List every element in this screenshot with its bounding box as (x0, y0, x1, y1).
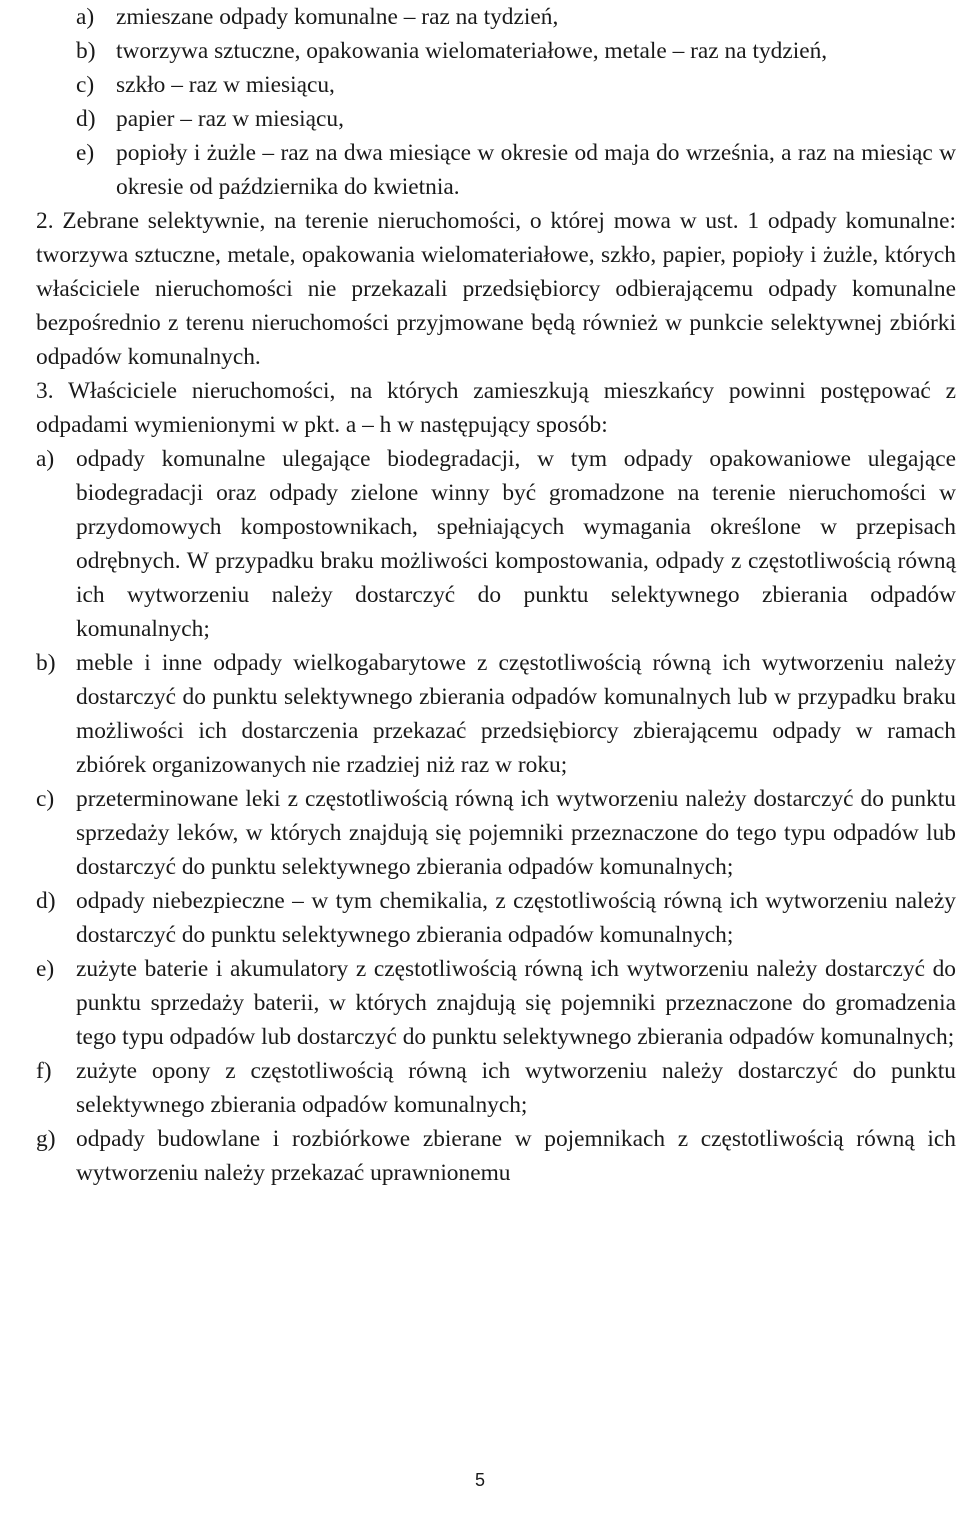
list-item (36, 884, 956, 952)
section-2-paragraph (36, 204, 956, 374)
list-item (76, 0, 956, 34)
list-marker: a) (76, 4, 95, 30)
list-item (76, 34, 956, 68)
collection-frequency-list (36, 0, 956, 204)
list-item-text: przeterminowane leki z częstotliwością równą ich wytworzeniu należy dostarczyć do punktu sprzedaży leków, w których znajdują się pojemniki przeznaczone do tego typu odpadów lub dostarczyć do punktu selektywnego zbierania odpadów komunalnych; (76, 786, 956, 880)
list-item-text: popioły i żużle – raz na dwa miesiące w okresie od maja do września, a raz na miesiąc w okresie od października do kwietnia. (116, 140, 956, 200)
list-item-text: odpady budowlane i rozbiórkowe zbierane w pojemnikach z częstotliwością równą ich wytworzeniu należy przekazać uprawnionemu (76, 1126, 956, 1186)
list-marker: c) (76, 72, 95, 98)
list-item (76, 68, 956, 102)
list-item-text: odpady niebezpieczne – w tym chemikalia, z częstotliwością równą ich wytworzeniu należy dostarczyć do punktu selektywnego zbierania odpadów komunalnych; (76, 888, 956, 948)
list-item (36, 952, 956, 1054)
list-marker: e) (36, 956, 55, 982)
list-item-text: meble i inne odpady wielkogabarytowe z częstotliwością równą ich wytworzeniu należy dostarczyć do punktu selektywnego zbierania odpadów komunalnych lub w przypadku braku możliwości ich dostarczenia przekazać przedsiębiorcy zbierającemu odpady w ramach zbiórek organizowanych nie rzadziej niż raz w roku; (76, 650, 956, 778)
section-2-text: Zebrane selektywnie, na terenie nieruchomości, o której mowa w ust. 1 odpady komunalne: tworzywa sztuczne, metale, opakowania wielomateriałowe, szkło, papier, popioły i żużle, których właściciele nieruchomości nie przekazali przedsiębiorcy odbierającemu odpady komunalne bezpośrednio z terenu nieruchomości przyjmowane będą również w punkcie selektywnej zbiórki odpadów komunalnych. (36, 208, 956, 370)
list-item (76, 102, 956, 136)
section-3-paragraph (36, 374, 956, 442)
list-item-text: szkło – raz w miesiącu, (116, 72, 335, 98)
list-marker: b) (36, 650, 56, 676)
section-2-marker: 2. (36, 208, 54, 234)
list-item-text: odpady komunalne ulegające biodegradacji, w tym odpady opakowaniowe ulegające biodegradacji oraz odpady zielone winny być gromadzone na terenie nieruchomości w przydomowych kompostownikach, spełniających wymagania określone w przepisach odrębnych. W przypadku braku możliwości kompostowania, odpady z częstotliwością równą ich wytworzeniu należy dostarczyć do punktu selektywnego zbierania odpadów komunalnych; (76, 446, 956, 642)
disposal-method-list (36, 442, 956, 1190)
list-item-text: papier – raz w miesiącu, (116, 106, 344, 132)
list-marker: a) (36, 446, 55, 472)
page-number: 5 (474, 1470, 485, 1490)
list-marker: c) (36, 786, 55, 812)
list-item-text: zmieszane odpady komunalne – raz na tydzień, (116, 4, 559, 30)
section-3-marker: 3. (36, 378, 54, 404)
list-marker: b) (76, 38, 96, 64)
list-item (36, 442, 956, 646)
document-page (36, 0, 956, 1190)
list-item-text: zużyte opony z częstotliwością równą ich wytworzeniu należy dostarczyć do punktu selektywnego zbierania odpadów komunalnych; (76, 1058, 956, 1118)
section-3-text: Właściciele nieruchomości, na których zamieszkują mieszkańcy powinni postępować z odpadami wymienionymi w pkt. a – h w następujący sposób: (36, 378, 956, 438)
list-marker: e) (76, 140, 95, 166)
list-marker: f) (36, 1058, 52, 1084)
list-item (76, 136, 956, 204)
list-item-text: zużyte baterie i akumulatory z częstotliwością równą ich wytworzeniu należy dostarczyć do punktu sprzedaży baterii, w których znajdują się pojemniki przeznaczone do gromadzenia tego typu odpadów lub dostarczyć do punktu selektywnego zbierania odpadów komunalnych; (76, 956, 956, 1050)
list-marker: d) (76, 106, 96, 132)
list-item (36, 1054, 956, 1122)
list-item-text: tworzywa sztuczne, opakowania wielomateriałowe, metale – raz na tydzień, (116, 38, 828, 64)
list-item (36, 1122, 956, 1190)
list-item (36, 782, 956, 884)
list-item (36, 646, 956, 782)
list-marker: d) (36, 888, 56, 914)
list-marker: g) (36, 1126, 56, 1152)
